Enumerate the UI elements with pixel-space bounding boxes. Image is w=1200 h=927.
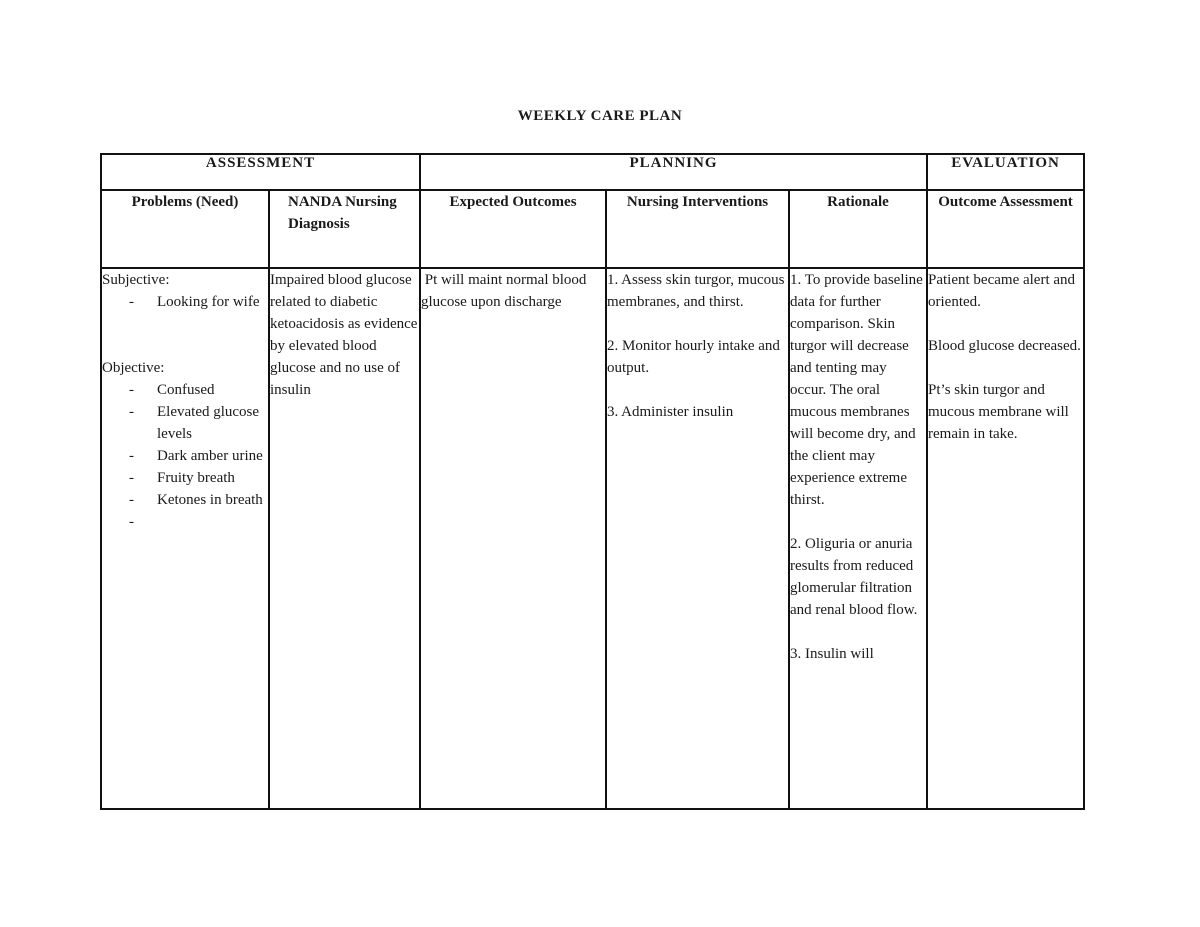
evaluation-item: Blood glucose decreased.: [928, 338, 1081, 354]
objective-item: - Confused: [102, 379, 268, 401]
objective-item: - Elevated glucose levels: [102, 401, 268, 445]
group-header-row: [101, 154, 1084, 190]
objective-item: - Ketones in breath: [102, 489, 268, 511]
expected-outcomes-cell: Pt will maint normal blood glucose upon discharge: [420, 268, 606, 809]
column-header-row: [101, 190, 1084, 268]
care-plan-body-row: [101, 268, 1084, 809]
objective-item: [102, 511, 268, 533]
assessment-group-header: ASSESSMENT: [101, 154, 420, 190]
rationale-item: 1. To provide baseline data for further comparison. Skin turgor will decrease and tenting may occur. The oral mucous membranes will become dry, and the client may experience extreme thirst.: [790, 272, 923, 508]
intervention-item: 2. Monitor hourly intake and output.: [607, 338, 780, 376]
problems-column-header: Problems (Need): [101, 190, 269, 268]
document-title: WEEKLY CARE PLAN: [517, 108, 683, 124]
subjective-label: Subjective:: [102, 272, 170, 288]
nursing-interventions-column-header: Nursing Interventions: [606, 190, 789, 268]
evaluation-item: Pt’s skin turgor and mucous membrane will remain in take.: [928, 382, 1069, 442]
rationale-column-header: Rationale: [789, 190, 927, 268]
objective-item: - Dark amber urine: [102, 445, 268, 467]
problems-cell: [101, 268, 269, 809]
planning-group-header: PLANNING: [420, 154, 927, 190]
outcome-assessment-cell: [927, 268, 1084, 809]
objective-item: - Fruity breath: [102, 467, 268, 489]
rationale-cell: [789, 268, 927, 809]
subjective-list: [102, 291, 268, 313]
objective-list: [102, 379, 268, 533]
intervention-item: 1. Assess skin turgor, mucous membranes, and thirst.: [607, 272, 785, 310]
nanda-cell: Impaired blood glucose related to diabetic ketoacidosis as evidence by elevated blood glucose and no use of insulin: [269, 268, 420, 809]
outcome-assessment-column-header: Outcome Assessment: [927, 190, 1084, 268]
subjective-item: - Looking for wife: [102, 291, 268, 313]
nanda-column-header: NANDA Nursing Diagnosis: [269, 190, 420, 268]
care-plan-table: [100, 153, 1085, 810]
evaluation-group-header: EVALUATION: [927, 154, 1084, 190]
evaluation-item: Patient became alert and oriented.: [928, 272, 1076, 310]
rationale-item: 3. Insulin will: [790, 646, 874, 662]
expected-outcomes-column-header: Expected Outcomes: [420, 190, 606, 268]
rationale-item: 2. Oliguria or anuria results from reduced glomerular filtration and renal blood flow.: [790, 536, 918, 618]
nursing-interventions-cell: [606, 268, 789, 809]
objective-label: Objective:: [102, 360, 165, 376]
intervention-item: 3. Administer insulin: [607, 404, 734, 420]
